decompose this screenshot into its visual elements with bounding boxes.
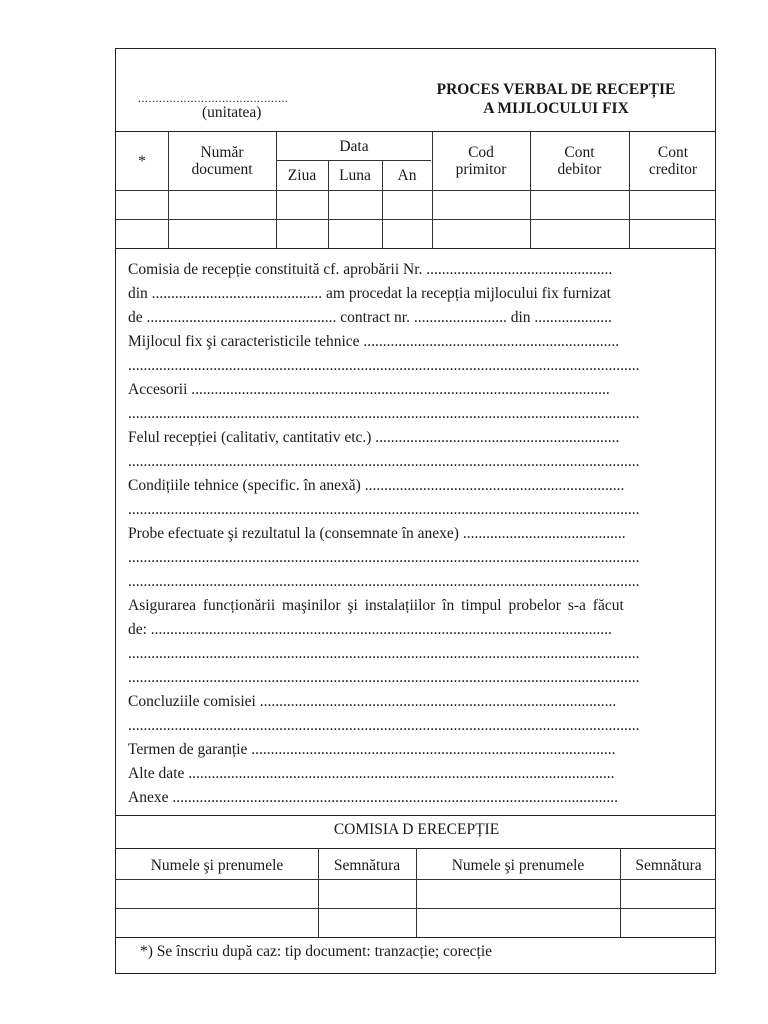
body-line: .................................................................................................................................... — [128, 669, 640, 686]
commission-row-line — [116, 908, 715, 909]
body-line: Probe efectuate şi rezultatul la (consemnate în anexe) .......................................... — [128, 525, 626, 542]
col-name-2: Numele şi prenumele — [451, 857, 585, 874]
unit-label: (unitatea) — [202, 104, 262, 121]
col-name-1: Numele şi prenumele — [150, 857, 284, 874]
unit-dots: ........................................... — [138, 91, 289, 105]
col-luna: Luna — [339, 167, 371, 184]
data-subheader-line — [276, 160, 431, 161]
col-ziua: Ziua — [287, 167, 317, 184]
body-line: Asigurarea funcționării maşinilor şi instalațiilor în timpul probelor s-a făcut — [128, 597, 624, 614]
commission-bottom-border — [116, 937, 715, 938]
body-line: Accesorii ............................................................................................................ — [128, 381, 610, 398]
col-sign-1: Semnătura — [333, 857, 401, 874]
body-line: de: ....................................................................................................................... — [128, 621, 612, 638]
body-line: Concluziile comisiei ............................................................................................ — [128, 693, 617, 710]
col-an: An — [397, 167, 417, 184]
body-line: Condițiile tehnice (specific. în anexă) ................................................................... — [128, 477, 625, 494]
body-line: .................................................................................................................................... — [128, 645, 640, 662]
title-line-2: A MIJLOCULUI FIX — [483, 100, 629, 117]
title-line-1: PROCES VERBAL DE RECEPȚIE — [436, 81, 676, 98]
commission-header-bottom — [116, 879, 715, 880]
body-line: .................................................................................................................................... — [128, 501, 640, 518]
body-line: .................................................................................................................................... — [128, 573, 640, 590]
col-cod: Cod — [468, 144, 494, 161]
body-line: Comisia de recepție constituită cf. aprobării Nr. ................................................ — [128, 261, 613, 278]
body-line: .................................................................................................................................... — [128, 357, 640, 374]
table-header-bottom — [116, 190, 715, 191]
table-row-line — [116, 219, 715, 220]
body-line: .................................................................................................................................... — [128, 717, 640, 734]
col-cont-creditor: Cont — [657, 144, 689, 161]
body-line: de ................................................. contract nr. ........................ din .................... — [128, 309, 612, 326]
footnote: *) Se înscriu după caz: tip document: tranzacție; corecție — [140, 943, 493, 960]
body-line: Alte date .............................................................................................................. — [128, 765, 615, 782]
table-top-border — [116, 131, 715, 132]
body-line: .................................................................................................................................... — [128, 453, 640, 470]
form-frame — [115, 48, 716, 974]
col-sign-2: Semnătura — [635, 857, 702, 874]
commission-top-border — [116, 815, 715, 816]
col-star: * — [138, 153, 146, 170]
col-cont-debitor: Cont — [564, 144, 595, 161]
col-data: Data — [339, 138, 369, 155]
body-line: Termen de garanție .............................................................................................. — [128, 741, 616, 758]
body-line: Mijlocul fix şi caracteristicile tehnice .................................................................. — [128, 333, 620, 350]
body-line: Anexe ................................................................................................................... — [128, 789, 618, 806]
table-bottom-border — [116, 248, 715, 249]
body-line: Felul recepției (calitativ, cantitativ etc.) ............................................................... — [128, 429, 620, 446]
body-line: .................................................................................................................................... — [128, 549, 640, 566]
col-cont-creditor-2: creditor — [648, 161, 698, 178]
commission-title: COMISIA D ERECEPȚIE — [333, 821, 500, 838]
col-primitor: primitor — [455, 161, 507, 178]
col-document: document — [191, 161, 253, 178]
body-line: .................................................................................................................................... — [128, 405, 640, 422]
col-numar: Număr — [200, 144, 244, 161]
body-line: din ............................................ am procedat la recepția mijlocului fix furnizat — [128, 285, 611, 302]
col-cont-debitor-2: debitor — [557, 161, 602, 178]
